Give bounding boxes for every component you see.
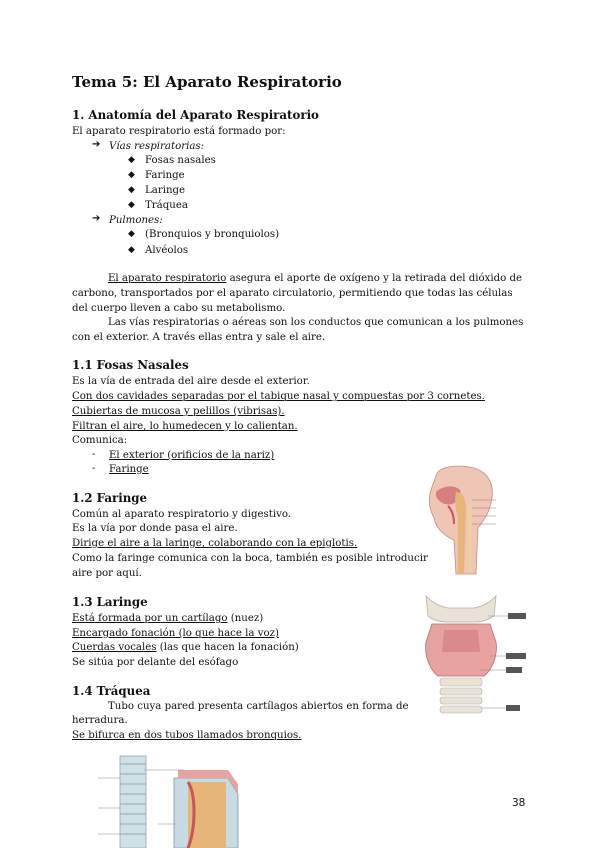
section-heading-fosas: 1.1 Fosas Nasales — [72, 358, 189, 372]
text-line: Cuerdas vocales (las que hacen la fonación) — [72, 642, 299, 653]
page-title: Tema 5: El Aparato Respiratorio — [72, 73, 342, 91]
diamond-bullet-icon: ◆ — [128, 245, 135, 255]
diamond-bullet-icon: ◆ — [128, 170, 135, 180]
diamond-bullet-icon: ◆ — [128, 155, 135, 165]
diamond-bullet-icon: ◆ — [128, 185, 135, 195]
section-heading-traquea: 1.4 Tráquea — [72, 684, 151, 698]
arrow-bullet-icon: ➔ — [92, 213, 101, 224]
larynx-illustration — [418, 590, 528, 720]
arrow-bullet-icon: ➔ — [92, 139, 101, 150]
dash-bullet: - — [92, 463, 96, 474]
text-line: aire por aquí. — [72, 568, 142, 579]
list-item: (Bronquios y bronquiolos) — [145, 229, 280, 240]
list-item: Faringe — [109, 464, 149, 475]
text-line: Se sitúa por delante del esófago — [72, 657, 239, 668]
paragraph-aparato: El aparato respiratorio asegura el aporte de oxígeno y la retirada del dióxido de carbono, transportados por el aparato circulatorio, permitiendo que todas las células del cuerpo lleven a cabo su metabolismo. — [72, 273, 523, 314]
section-heading-anatomia: 1. Anatomía del Aparato Respiratorio — [72, 108, 319, 122]
text-line: herradura. — [72, 715, 128, 726]
text-line: Como la faringe comunica con la boca, también es posible introducir — [72, 553, 428, 564]
text-line: Encargado fonación (lo que hace la voz) — [72, 628, 279, 639]
list-item: Laringe — [145, 185, 186, 196]
section-intro: El aparato respiratorio está formado por: — [72, 126, 286, 137]
trachea-illustration — [88, 748, 248, 848]
underlined-term: El aparato respiratorio — [108, 273, 227, 284]
pharynx-illustration — [418, 462, 518, 580]
text-line: Con dos cavidades separadas por el tabique nasal y compuestas por 3 cornetes. — [72, 391, 485, 402]
text-line: Filtran el aire, lo humedecen y lo calientan. — [72, 421, 298, 432]
text-line: Está formada por un cartílago (nuez) — [72, 613, 264, 624]
list-item: Faringe — [145, 170, 185, 181]
list-item: Fosas nasales — [145, 155, 216, 166]
section-heading-laringe: 1.3 Laringe — [72, 595, 148, 609]
text-line: Es la vía de entrada del aire desde el exterior. — [72, 376, 310, 387]
diamond-bullet-icon: ◆ — [128, 229, 135, 239]
text-line: Tubo cuya pared presenta cartílagos abiertos en forma de — [108, 701, 409, 712]
section-heading-faringe: 1.2 Faringe — [72, 491, 148, 505]
text-line: Común al aparato respiratorio y digestivo. — [72, 509, 292, 520]
dash-bullet: - — [92, 449, 96, 460]
text-line: Se bifurca en dos tubos llamados bronquios. — [72, 730, 302, 741]
text-line: Dirige el aire a la laringe, colaborando con la epiglotis. — [72, 538, 358, 549]
list-item: El exterior (orificios de la nariz) — [109, 450, 275, 461]
diamond-bullet-icon: ◆ — [128, 200, 135, 210]
text-line: Es la vía por donde pasa el aire. — [72, 523, 238, 534]
text-line: Comunica: — [72, 435, 128, 446]
text-line: Cubiertas de mucosa y pelillos (vibrisas). — [72, 406, 285, 417]
list-item: Alvéolos — [145, 245, 189, 256]
list-item: Tráquea — [145, 200, 188, 211]
page-number: 38 — [512, 797, 526, 809]
group-label-pulmones: Pulmones: — [109, 215, 163, 226]
paragraph-vias: Las vías respiratorias o aéreas son los conductos que comunican a los pulmones con el exterior. A través ellas entra y sale el aire. — [72, 317, 524, 343]
group-label-vias: Vías respiratorias: — [109, 141, 205, 152]
